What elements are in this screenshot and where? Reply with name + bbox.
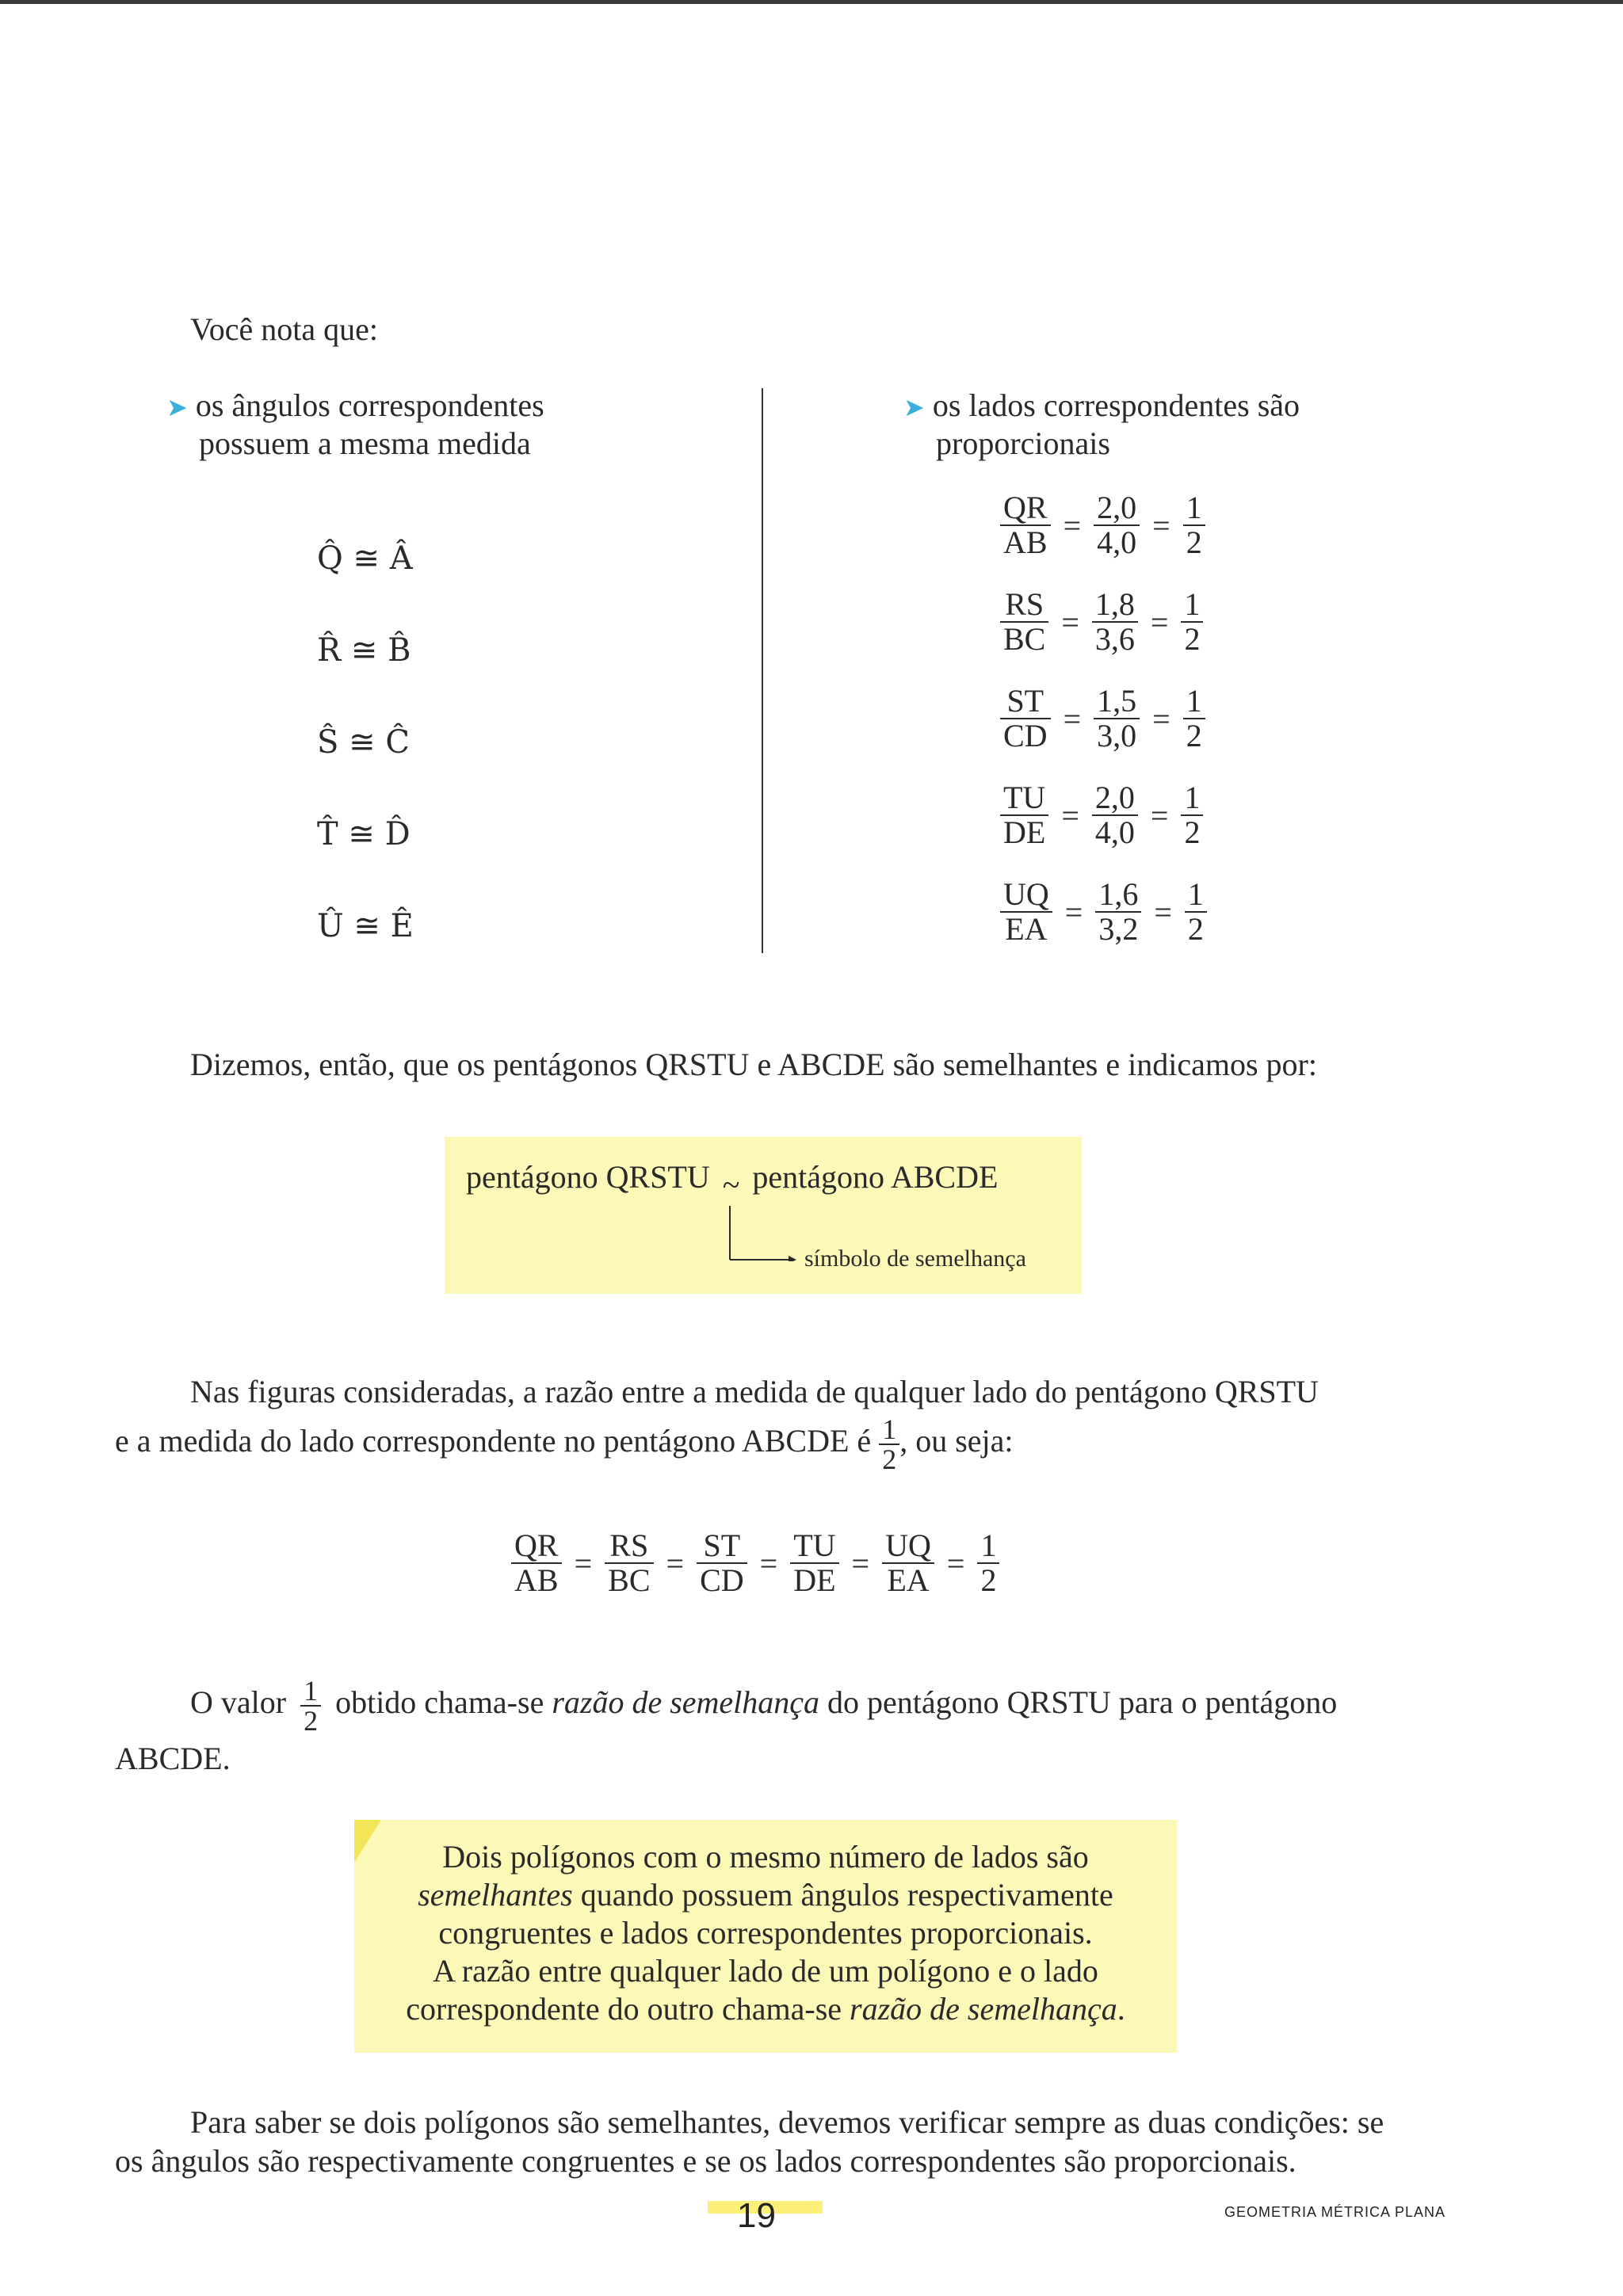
column-divider <box>762 388 763 953</box>
intro-text: Você nota que: <box>190 311 378 347</box>
left-pentagon: pentágono QRSTU <box>466 1159 710 1195</box>
definition-line: Dois polígonos com o mesmo número de lados são <box>442 1839 1089 1875</box>
arrow-bullet-icon: ➤ <box>166 392 188 422</box>
angle-congruence: Û ≅ Ê <box>317 908 414 944</box>
page-number: 19 <box>737 2196 776 2235</box>
paragraph2-line2: ABCDE. <box>115 1741 231 1776</box>
angle-congruence: T̂ ≅ D̂ <box>317 816 411 852</box>
paragraph2-line1: O valor $\frac{1}{2}$ obtido chama-se razão de semelhança do pentágono QRSTU para o pentágono <box>190 1675 1338 1737</box>
paragraph1-line2: e a medida do lado correspondente no pentágono ABCDE é $\frac{1}{2}$ , ou seja: <box>115 1413 1014 1475</box>
similarity-statement <box>466 1158 999 1203</box>
final-line2: os ângulos são respectivamente congruentes e se os lados correspondentes são proporcionais. <box>115 2143 1296 2179</box>
right-pentagon: pentágono ABCDE <box>752 1159 999 1195</box>
side-ratio: $\frac{UQ}{EA}$ = $\frac{1,6}{3,2}$ = $\frac{1}{2}$ <box>1000 878 1207 946</box>
paragraph1-line1: Nas figuras consideradas, a razão entre a medida de qualquer lado do pentágono QRSTU <box>190 1374 1319 1409</box>
side-ratio: $\frac{QR}{AB}$ = $\frac{2,0}{4,0}$ = $\frac{1}{2}$ <box>1000 491 1205 559</box>
similarity-symbol: ~ <box>722 1167 740 1203</box>
left-bullet-line1: os ângulos correspondentes <box>195 387 544 423</box>
definition-line: A razão entre qualquer lado de um polígono e o lado <box>433 1953 1098 1989</box>
definition-line: correspondente do outro chama-se razão de semelhança. <box>406 1991 1125 2027</box>
side-ratio: $\frac{TU}{DE}$ = $\frac{2,0}{4,0}$ = $\frac{1}{2}$ <box>1000 781 1203 849</box>
side-ratio: $\frac{RS}{BC}$ = $\frac{1,8}{3,6}$ = $\frac{1}{2}$ <box>1000 588 1203 656</box>
arrow-bullet-icon: ➤ <box>903 392 925 422</box>
definition-line: congruentes e lados correspondentes proporcionais. <box>438 1915 1093 1951</box>
left-bullet-line2: possuem a mesma medida <box>199 425 531 461</box>
final-line1: Para saber se dois polígonos são semelhantes, devemos verificar sempre as duas condições: se <box>190 2104 1384 2140</box>
ratio-chain: $\frac{QR}{AB}$ = $\frac{RS}{BC}$ = $\frac{ST}{CD}$ = $\frac{TU}{DE}$ = $\frac{UQ}{EA}$ = $\frac{1}{2}$ <box>511 1529 999 1597</box>
pointer-arrow-icon <box>717 1206 804 1261</box>
top-rule <box>0 0 1623 4</box>
side-ratio: $\frac{ST}{CD}$ = $\frac{1,5}{3,0}$ = $\frac{1}{2}$ <box>1000 685 1205 753</box>
angle-congruence: Q̂ ≅ Â <box>317 540 413 577</box>
right-bullet-line2: proporcionais <box>936 425 1110 461</box>
term-italic: razão de semelhança <box>552 1684 820 1721</box>
angle-congruence: Ŝ ≅ Ĉ <box>317 724 410 761</box>
definition-text <box>354 1838 1177 2028</box>
angle-congruence: R̂ ≅ B̂ <box>317 632 411 669</box>
right-bullet <box>903 387 1300 426</box>
definition-line: semelhantes quando possuem ângulos respectivamente <box>418 1877 1113 1913</box>
right-bullet-line1: os lados correspondentes são <box>932 387 1300 423</box>
conclusion-text: Dizemos, então, que os pentágonos QRSTU e ABCDE são semelhantes e indicamos por: <box>190 1047 1317 1082</box>
symbol-note: símbolo de semelhança <box>804 1245 1026 1272</box>
left-bullet <box>166 387 544 426</box>
book-title-footer: GEOMETRIA MÉTRICA PLANA <box>1224 2204 1446 2220</box>
